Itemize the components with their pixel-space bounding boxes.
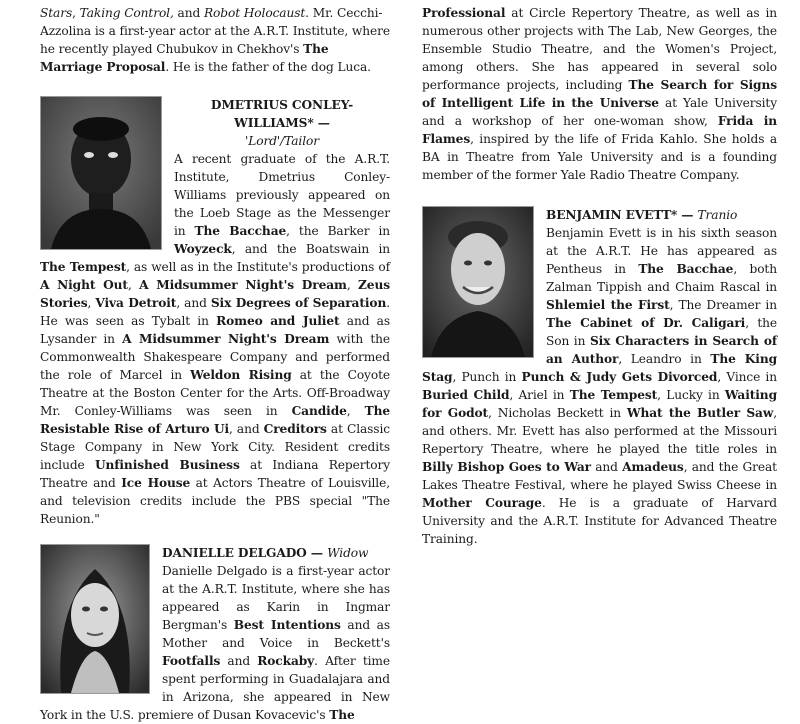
headshot-photo bbox=[40, 544, 150, 694]
bio-danielle bbox=[40, 544, 390, 724]
bio-role: Widow bbox=[327, 546, 369, 560]
bio-benjamin bbox=[422, 206, 777, 548]
left-column bbox=[40, 0, 390, 724]
intro-title: Robot Holocaust bbox=[203, 6, 306, 20]
headshot-photo bbox=[40, 96, 162, 250]
intro-text: . He is the father of the dog Luca. bbox=[165, 60, 371, 74]
intro-title: The Marriage Proposal bbox=[40, 42, 329, 74]
intro-title: Taking Control, bbox=[79, 6, 174, 20]
bio-name: DMETRIUS CONLEY-WILLIAMS* — bbox=[210, 98, 354, 130]
headshot-photo bbox=[422, 206, 534, 358]
intro-paragraph bbox=[40, 4, 390, 76]
bio-name: DANIELLE DELGADO — Widow bbox=[162, 546, 369, 560]
bio-name: BENJAMIN EVETT* — Tranio bbox=[546, 208, 738, 222]
bio-text: Benjamin Evett is in his sixth season at the A.R.T. He has appeared as Pentheus in The Bacchae, both Zalman Tippish and Chaim Rascal in Shlemiel the First, The Dreamer in The Cabinet of Dr. Caligari, the Son in Six Characters in Search of an Author, Leandro in The King Stag, Punch in Punch & Judy Gets Divorced, Vince in Buried Child, Ariel in The Tempest, Lucky in Waiting for Godot, Nicholas Beckett in What the Butler Saw, and others. Mr. Evett has also performed at the Missouri Repertory Theatre, where he played the title roles in Billy Bishop Goes to War and Amadeus, and the Great Lakes Theatre Festival, where he played Swiss Cheese in Mother Courage. He is a graduate of Harvard University and the A.R.T. Institute for Advanced Theatre Training. bbox=[422, 226, 777, 546]
bio-dmetrius bbox=[40, 96, 390, 528]
bio-text: A recent graduate of the A.R.T. Institute, Dmetrius Conley-Williams previously appeared on the Loeb Stage as the Messenger in The Bacchae, the Barker in Woyzeck, and the Boatswain in The Tempest, as well as in the Institute's productions of A Night Out, A Midsummer Night's Dream, Zeus Stories, Viva Detroit, and Six Degrees of Separation. He was seen as Tybalt in Romeo and Juliet and as Lysander in A Midsummer Night's Dream with the Commonwealth Shakespeare Company and performed the role of Marcel in Weldon Rising at the Coyote Theatre at the Boston Center for the Arts. Off-Broadway Mr. Conley-Williams was seen in Candide, The Resistable Rise of Arturo Ui, and Creditors at Classic Stage Company in New York City. Resident credits include Unfinished Business at Indiana Repertory Theatre and Ice House at Actors Theatre of Louisville, and television credits include the PBS special "The Reunion." bbox=[40, 152, 390, 526]
intro-text: , bbox=[72, 6, 80, 20]
intro-text: and bbox=[173, 6, 204, 20]
bio-role: 'Lord'/Tailor bbox=[245, 134, 319, 148]
continued-paragraph: Professional at Circle Repertory Theatre, as well as in numerous other projects with The Lab, New Georges, the Ensemble Studio Theatre, and the Women's Project, among others. She has appeared in several solo performance projects, including The Search for Signs of Intelligent Life in the Universe at Yale University and a workshop of her one-woman show, Frida in Flames, inspired by the life of Frida Kahlo. She holds a BA in Theatre from Yale University and is a founding member of the former Yale Radio Theatre Company. bbox=[422, 6, 777, 182]
bio-role: Tranio bbox=[697, 208, 738, 222]
bio-text: Danielle Delgado is a first-year actor at the A.R.T. Institute, where she has appeared as Karin in Ingmar Bergman's Best Intentions and as Mother and Voice in Beckett's Footfalls and Rockaby. After time spent performing in Guadalajara and in Arizona, she appeared in New York in the U.S. premiere of Dusan Kovacevic's The bbox=[40, 564, 390, 722]
intro-title: Stars bbox=[40, 6, 73, 20]
intro-text: . Mr. Cecchi-Azzolina is a first-year actor at the A.R.T. Institute, where he recently played Chubukov in Chekhov's bbox=[40, 6, 390, 56]
right-column bbox=[422, 0, 777, 548]
